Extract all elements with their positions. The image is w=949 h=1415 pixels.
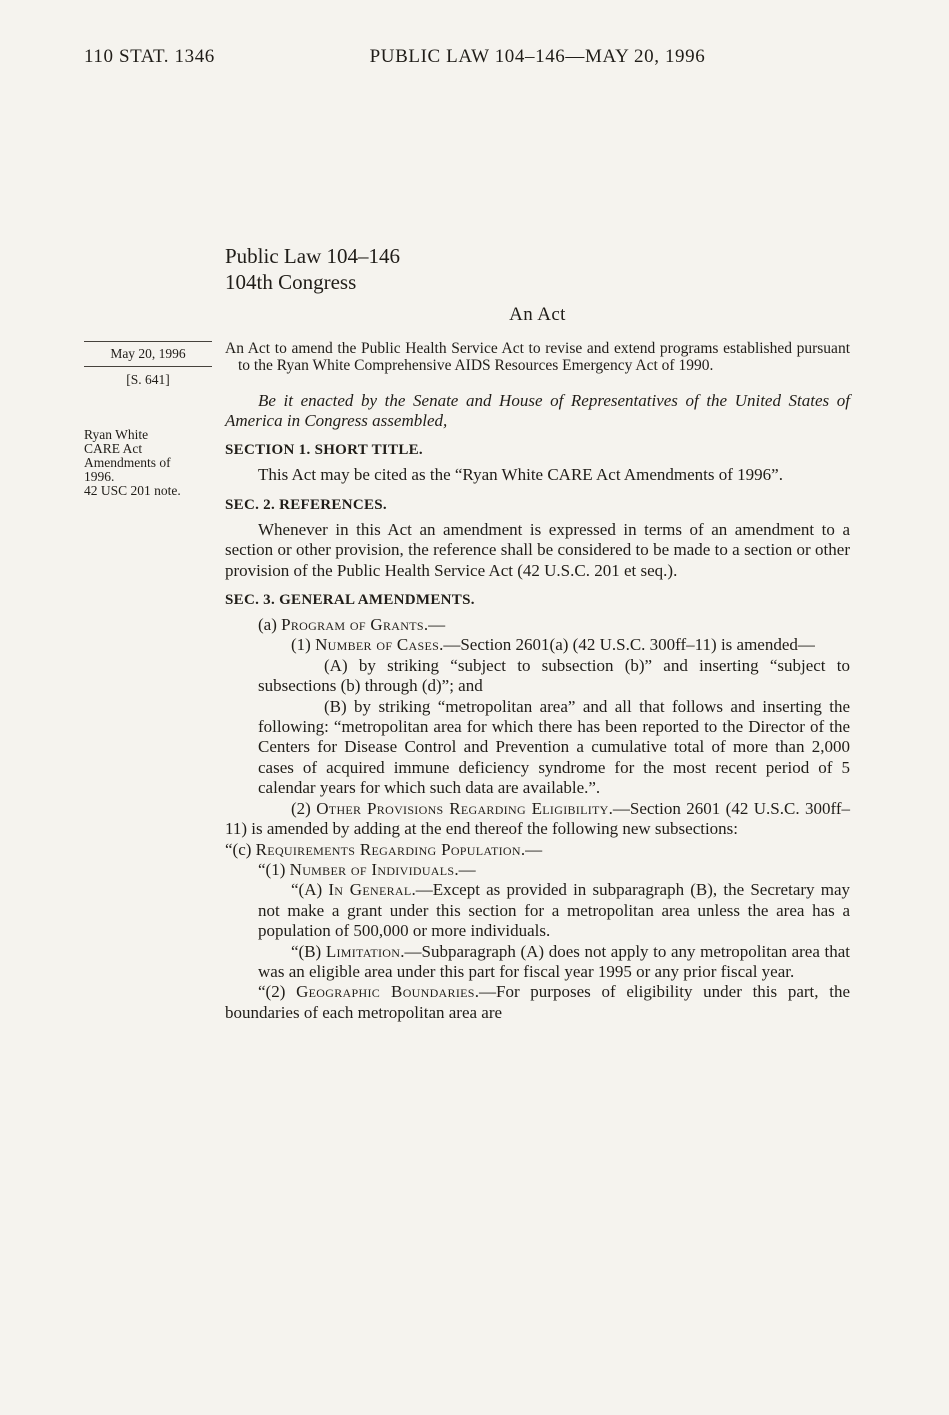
margin-note-line: Ryan White	[84, 427, 149, 442]
section-1-body: This Act may be cited as the “Ryan White CARE Act Amendments of 1996”.	[258, 465, 783, 485]
congress-line: 104th Congress	[225, 270, 357, 294]
subsection-a	[225, 615, 850, 635]
text-segment: .—Section 2601 (42 U.S.C. 300ff–11) is amended by adding at the end thereof the following new subsections:	[225, 798, 850, 839]
stat-page-number: 110 STAT. 1346	[84, 46, 215, 67]
text-segment: .—	[520, 839, 543, 859]
text-segment: Requirements Regarding Population	[255, 839, 521, 859]
section-2-heading: SEC. 2. REFERENCES.	[225, 496, 387, 513]
text-segment: .—	[423, 615, 446, 635]
law-number-title: Public Law 104–146	[225, 244, 400, 268]
text-segment: Program of Grants	[281, 615, 424, 635]
paragraph-2-other-provisions	[225, 799, 850, 840]
margin-rule-top	[84, 341, 212, 342]
running-title: PUBLIC LAW 104–146—MAY 20, 1996	[369, 46, 706, 67]
text-segment: “(c)	[225, 839, 256, 859]
text-segment: (2)	[291, 798, 317, 818]
text-segment: Other Provisions Regarding Eligibility	[316, 798, 609, 818]
text-segment: In General	[328, 880, 412, 900]
margin-date: May 20, 1996	[110, 346, 186, 361]
text-segment: (A) by striking “subject to subsection (b)” and inserting “subject to subsections (b) through (d)”; and	[258, 655, 850, 696]
margin-note-block	[84, 428, 216, 498]
text-segment: Geographic Boundaries	[296, 982, 475, 1002]
text-segment: “(2)	[258, 982, 297, 1002]
section-3-heading: SEC. 3. GENERAL AMENDMENTS.	[225, 592, 475, 609]
margin-note-line: CARE Act	[84, 440, 143, 456]
quoted-paragraph-1-number-of-individuals	[225, 860, 850, 880]
margin-bill-number: [S. 641]	[126, 372, 170, 387]
subparagraph-B-striking	[258, 697, 850, 799]
section-2-body: Whenever in this Act an amendment is expressed in terms of an amendment to a section or other provision, the reference shall be considered to be made to a section or other provision of the Public Health Service Act (42 U.S.C. 201 et seq.).	[225, 519, 850, 580]
margin-rule-bottom	[84, 366, 212, 367]
paragraph-1-number-of-cases	[225, 635, 850, 655]
text-segment: .—For purposes of eligibility under this part, the boundaries of each metropolitan area are	[225, 982, 851, 1022]
quoted-subsection-c	[225, 840, 850, 860]
text-segment: .—Except as provided in subparagraph (B), the Secretary may not make a grant under this section for a metropolitan area unless the area has a population of 500,000 or more individuals.	[258, 880, 850, 941]
margin-date-block	[84, 338, 212, 387]
section-1-heading: SECTION 1. SHORT TITLE.	[225, 442, 423, 459]
quoted-subparagraph-A-in-general	[258, 880, 850, 941]
text-segment: “(B)	[291, 941, 326, 961]
text-segment: “(A)	[291, 880, 329, 900]
text-segment: .—Section 2601(a) (42 U.S.C. 300ff–11) is amended—	[439, 635, 815, 655]
text-segment: Number of Individuals	[289, 859, 455, 879]
subparagraph-A-striking	[258, 656, 850, 697]
quoted-paragraph-2-geographic-boundaries	[225, 982, 850, 1023]
text-segment: .—Subparagraph (A) does not apply to any metropolitan area that was an eligible area under this part for fiscal year 1995 or any prior fiscal year.	[258, 941, 850, 981]
main-text-column	[225, 243, 850, 1023]
margin-note-line: Amendments of	[84, 454, 171, 470]
text-segment: “(1)	[258, 859, 290, 879]
text-segment: (a)	[258, 615, 282, 635]
text-segment: .—	[454, 859, 476, 879]
enacting-clause: Be it enacted by the Senate and House of Representatives of the United States of America in Congress assembled,	[225, 390, 850, 430]
act-preamble: An Act to amend the Public Health Service Act to revise and extend programs established pursuant to the Ryan White Comprehensive AIDS Resources Emergency Act of 1990.	[225, 340, 850, 374]
text-segment: Number of Cases	[315, 635, 440, 655]
text-segment: (1)	[291, 635, 316, 655]
act-heading: An Act	[509, 304, 566, 325]
text-segment: Limitation	[325, 941, 401, 961]
margin-note-line: 1996.	[84, 468, 115, 484]
text-segment: (B) by striking “metropolitan area” and all that follows and inserting the following: “metropolitan area for which there has been reported to the Director of the Centers for Disease Control and Prevention a cumulative total of more than 2,000 cases of acquired immune deficiency syndrome for the most recent period of 5 calendar years for which such data are available.”.	[258, 696, 850, 798]
quoted-subparagraph-B-limitation	[258, 942, 850, 983]
margin-note-line: 42 USC 201 note.	[84, 482, 181, 498]
